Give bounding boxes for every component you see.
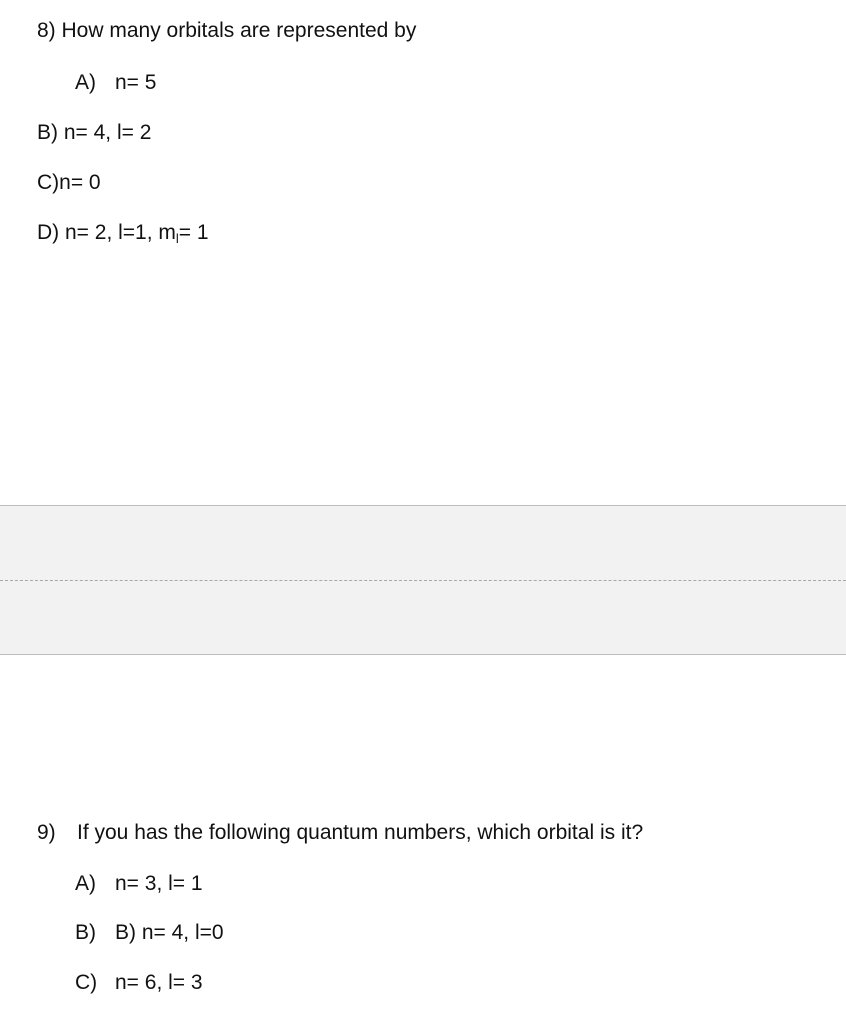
question-8-option-d [37, 220, 209, 252]
option-d-text-after: = 1 [178, 221, 209, 244]
page-break-dashed-line [0, 580, 846, 581]
question-9-number: 9) [37, 821, 56, 844]
question-9 [37, 820, 643, 846]
question-9-option-c [75, 970, 203, 996]
question-9-option-b [75, 920, 224, 946]
question-8-option-c: C)n= 0 [37, 171, 101, 194]
option-c-marker: C) [75, 971, 98, 994]
option-c-text: n= 6, l= 3 [115, 971, 203, 994]
question-8-text: 8) How many orbitals are represented by [37, 19, 417, 42]
option-a-text: n= 3, l= 1 [115, 872, 203, 895]
question-9-option-a [75, 871, 203, 897]
page-break-gap [0, 505, 846, 655]
question-9-text: If you has the following quantum numbers, which orbital is it? [77, 821, 644, 844]
question-8-option-b: B) n= 4, l= 2 [37, 121, 152, 144]
option-a-marker: A) [75, 872, 96, 895]
option-a-text: n= 5 [115, 71, 157, 94]
question-8-option-a [75, 70, 156, 96]
option-a-marker: A) [75, 71, 96, 94]
option-b-marker: B) [75, 921, 96, 944]
option-d-text-before: D) n= 2, l=1, m [37, 221, 176, 244]
option-d-subscript: l [175, 231, 179, 246]
option-b-text: B) n= 4, l=0 [115, 921, 224, 944]
